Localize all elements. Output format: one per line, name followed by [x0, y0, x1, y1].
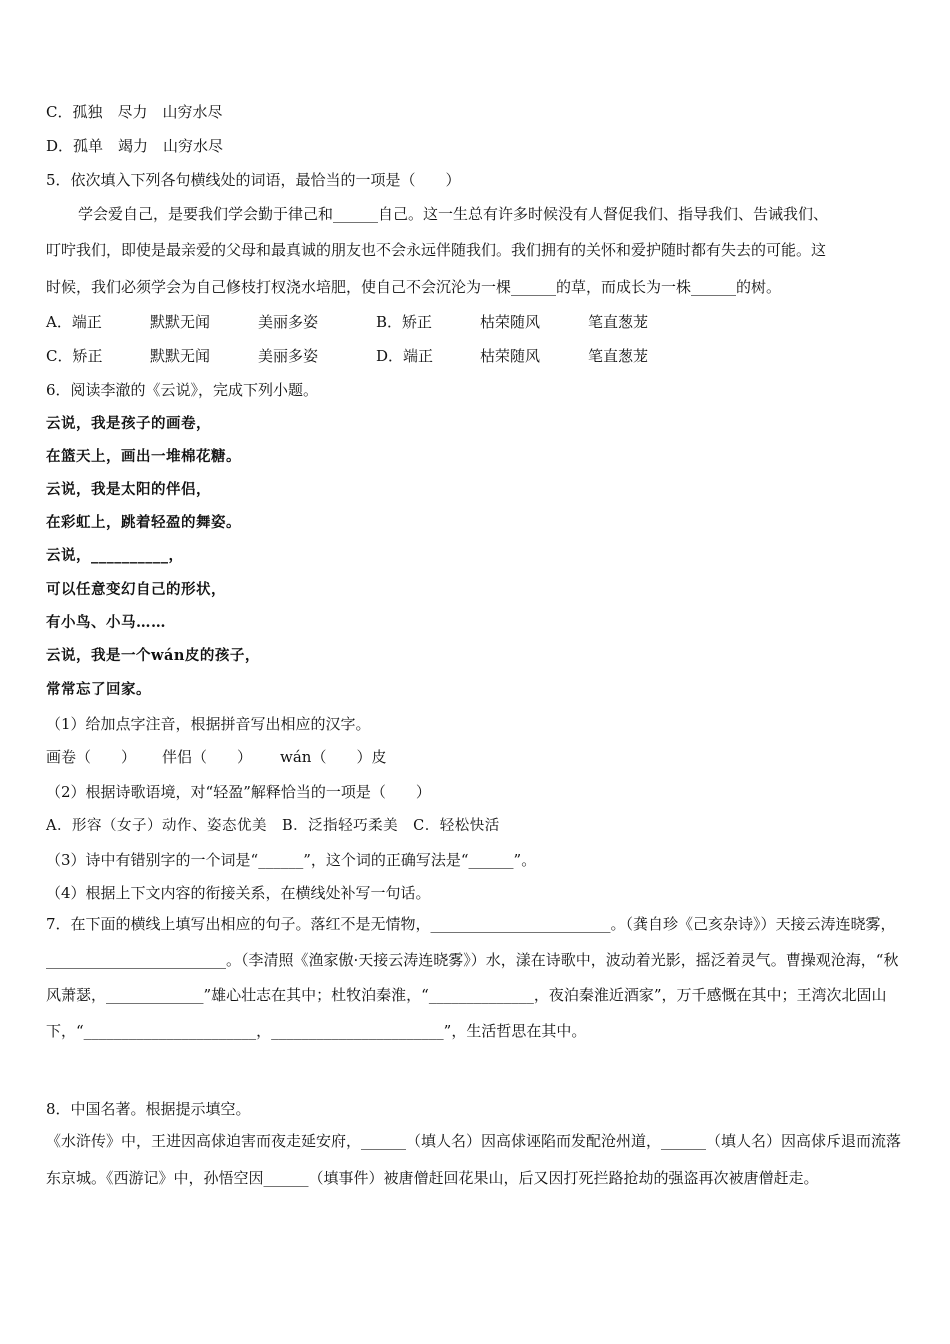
- poem-line: 云说，我是孩子的画卷，: [46, 415, 211, 432]
- exam-page: C．孤独 尽力 山穷水尽 D．孤单 竭力 山穷水尽 5．依次填入下列各句横线处的词语，最恰当的一项是（ ） 学会爱自己，是要我们学会勤于律己和______自己。这一生总有许多时候没有人督促我们、指导我们、告诫我们、 叮咛我们，即使是最亲爱的父母和最真诚的朋友也不会永远伴随我们。我们拥有的关怀和爱护随时都有失去的可能。这 时候，我们必须学会为自己修枝打杈浇水培肥，使自己不会沉沦为一棵______的草，而成长为一株______的树。 A．端正 默默无闻 美丽多姿 B．矫正 枯荣随风 笔直葱茏 C．矫正 默默无闻 美丽多姿 D．端正 枯荣随风 笔直葱茏 6．阅读李澈的《云说》，完成下列小题。 云说，我是孩子的画卷， 在篮天上，画出一堆棉花糖。 云说，我是太阳的伴侣， 在彩虹上，跳着轻盈的舞姿。 云说，__________， 可以任意变幻自己的形状， 有小鸟、小马…… 云说，我是一个wán皮的孩子， 常常忘了回家。 （1）给加点字注音，根据拼音写出相应的汉字。 画卷（ ） 伴侣（ ） wán（ ）皮 （2）根据诗歌语境，对“轻盈”解释恰当的一项是（ ） A．形容（女子）动作、姿态优美 B．泛指轻巧柔美 C．轻松快活 （3）诗中有错别字的一个词是“______”，这个词的正确写法是“______”。 （4）根据上下文内容的衔接关系，在横线处补写一句话。 7．在下面的横线上填写出相应的句子。落红不是无情物，________________________。（龚自珍《己亥杂诗》）天接云涛连晓雾，________________________。（李清照《渔家傲·天接云涛连晓雾》）水，漾在诗歌中，波动着光影，摇泛着灵气。曹操观沧海，“秋风萧瑟，_____________”雄心壮志在其中；杜牧泊秦淮，“______________，夜泊秦淮近酒家”，万千感慨在其中；王湾次北固山下，“_______________________，_______________________”，生活哲思在其中。 8．中国名著。根据提示填空。 《水浒传》中，王进因高俅迫害而夜走延安府，______（填人名）因高俅诬陷而发配沧州道，______（填人名）因高俅斥退而流落东京城。《西游记》中，孙悟空因______（填事件）被唐僧赶回花果山，后又因打死拦路抢劫的强盗再次被唐僧赶走。: [0, 0, 950, 1344]
- poem-line: 云说，__________，: [46, 547, 184, 564]
- q6-sub3: （3）诗中有错别字的一个词是“______”，这个词的正确写法是“______”。: [46, 851, 537, 869]
- poem-line: 有小鸟、小马……: [46, 614, 166, 631]
- q6-sub2-options: A．形容（女子）动作、姿态优美 B．泛指轻巧柔美 C．轻松快活: [46, 818, 500, 834]
- q5-stem: 5．依次填入下列各句横线处的词语，最恰当的一项是（ ）: [46, 171, 461, 189]
- poem-line: 常常忘了回家。: [46, 681, 151, 698]
- q5-passage-line-2: 叮咛我们，即使是最亲爱的父母和最真诚的朋友也不会永远伴随我们。我们拥有的关怀和爱护随时都有失去的可能。这: [46, 241, 827, 259]
- q6-stem: 6．阅读李澈的《云说》，完成下列小题。: [46, 381, 319, 399]
- q6-sub1: （1）给加点字注音，根据拼音写出相应的汉字。: [46, 715, 371, 733]
- poem-line: 在彩虹上，跳着轻盈的舞姿。: [46, 514, 241, 531]
- q8-stem: 8．中国名著。根据提示填空。: [46, 1100, 251, 1118]
- q6-sub2: （2）根据诗歌语境，对“轻盈”解释恰当的一项是（ ）: [46, 783, 431, 801]
- poem-line: 云说，我是一个wán皮的孩子，: [46, 647, 260, 664]
- q7-question: 7．在下面的横线上填写出相应的句子。落红不是无情物，________________________。（龚自珍《己亥杂诗》）天接云涛连晓雾，________________________。（李清照《渔家傲·天接云涛连晓雾》）水，漾在诗歌中，波动着光影，摇泛着灵气。曹操观沧海，“秋风萧瑟，_____________”雄心壮志在其中；杜牧泊秦淮，“______________，夜泊秦淮近酒家”，万千感慨在其中；王湾次北固山下，“_______________________，_______________________”，生活哲思在其中。: [46, 915, 899, 1040]
- poem-line: 云说，我是太阳的伴侣，: [46, 481, 211, 498]
- poem-line: 可以任意变幻自己的形状，: [46, 581, 226, 598]
- q5-passage-line-3: 时候，我们必须学会为自己修枝打杈浇水培肥，使自己不会沉沦为一棵______的草，而成长为一株______的树。: [46, 278, 782, 296]
- q6-sub4: （4）根据上下文内容的衔接关系，在横线处补写一句话。: [46, 884, 431, 902]
- q4-option-d: D．孤单 竭力 山穷水尽: [46, 137, 224, 155]
- q5-passage-line-1: 学会爱自己，是要我们学会勤于律己和______自己。这一生总有许多时候没有人督促我们、指导我们、告诫我们、: [78, 205, 829, 223]
- q4-option-c: C．孤独 尽力 山穷水尽: [46, 103, 223, 121]
- poem-line: 在篮天上，画出一堆棉花糖。: [46, 448, 241, 465]
- q8-question: 《水浒传》中，王进因高俅迫害而夜走延安府，______（填人名）因高俅诬陷而发配沧州道，______（填人名）因高俅斥退而流落东京城。《西游记》中，孙悟空因______（填事件）被唐僧赶回花果山，后又因打死拦路抢劫的强盗再次被唐僧赶走。: [46, 1132, 902, 1187]
